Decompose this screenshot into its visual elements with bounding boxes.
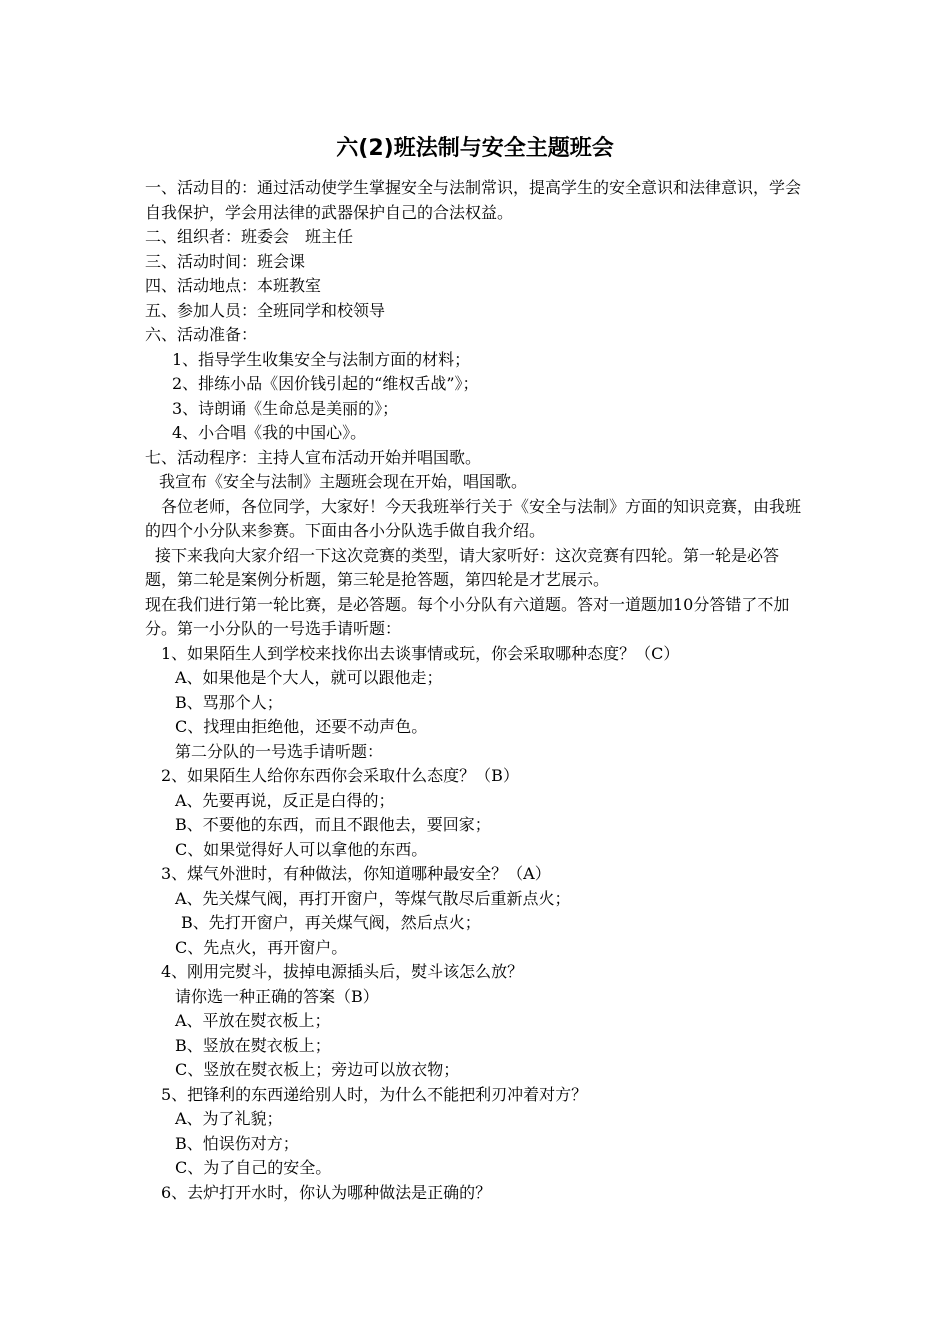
- question-option: C、竖放在熨衣板上；旁边可以放衣物；: [175, 1060, 460, 1079]
- paragraph-purpose: 一、活动目的：通过活动使学生掌握安全与法制常识，提高学生的安全意识和法律意识，学会自我保护，学会用法律的武器保护自己的合法权益。: [145, 178, 802, 222]
- question-3: 3、煤气外泄时，有种做法，你知道哪种最安全？（A）: [161, 864, 551, 883]
- question-option: A、先要再说，反正是白得的；: [175, 790, 395, 810]
- question-option: B、竖放在熨衣板上；: [175, 1035, 331, 1055]
- paragraph-procedure: 七、活动程序：主持人宣布活动开始并唱国歌。: [145, 447, 482, 467]
- question-option: C、先点火，再开窗户。: [175, 937, 348, 957]
- question-option: C、找理由拒绝他，还要不动声色。: [175, 717, 428, 736]
- question-option: A、先关煤气阀，再打开窗户，等煤气散尽后重新点火；: [175, 888, 571, 908]
- prep-item: 1、指导学生收集安全与法制方面的材料；: [172, 349, 471, 369]
- paragraph-intro: 接下来我向大家介绍一下这次竞赛的类型，请大家听好：这次竞赛有四轮。第一轮是必答题，第二轮是案例分析题，第三轮是抢答题，第四轮是才艺展示。: [145, 545, 780, 589]
- prep-item: 2、排练小品《因价钱引起的“维权舌战”》；: [172, 374, 479, 393]
- prep-item: 4、小合唱《我的中国心》。: [172, 423, 367, 442]
- question-option: A、如果他是个大人，就可以跟他走；: [175, 668, 443, 687]
- question-option: A、为了礼貌；: [175, 1109, 283, 1128]
- paragraph-participants: 五、参加人员：全班同学和校领导: [145, 300, 386, 320]
- question-2: 2、如果陌生人给你东西你会采取什么态度？（B）: [161, 766, 519, 785]
- question-1: 1、如果陌生人到学校来找你出去谈事情或玩，你会采取哪种态度？（C）: [161, 643, 680, 663]
- question-option: B、怕误伤对方；: [175, 1133, 299, 1153]
- question-4: 4、刚用完熨斗，拔掉电源插头后，熨斗该怎么放？: [161, 962, 524, 981]
- question-5: 5、把锋利的东西递给别人时，为什么不能把利刃冲着对方？: [161, 1084, 588, 1104]
- question-option: B、骂那个人；: [175, 692, 283, 712]
- question-option: C、为了自己的安全。: [175, 1158, 332, 1177]
- prep-item: 3、诗朗诵《生命总是美丽的》；: [172, 398, 399, 418]
- paragraph-location: 四、活动地点：本班教室: [145, 276, 322, 295]
- paragraph-team-two: 第二分队的一号选手请听题：: [175, 741, 384, 761]
- paragraph-round-one: 现在我们进行第一轮比赛，是必答题。每个小分队有六道题。答对一道题加10分答错了不加分。第一小分队的一号选手请听题：: [145, 594, 790, 638]
- question-option: C、如果觉得好人可以拿他的东西。: [175, 839, 428, 859]
- paragraph-announce: 我宣布《安全与法制》主题班会现在开始，唱国歌。: [159, 472, 528, 491]
- document-body: [145, 176, 810, 1205]
- paragraph-preparation: 六、活动准备：: [145, 325, 258, 344]
- question-option: B、不要他的东西，而且不跟他去，要回家；: [175, 815, 491, 834]
- question-prompt: 请你选一种正确的答案（B）: [175, 986, 379, 1006]
- paragraph-greeting: 各位老师，各位同学，大家好！今天我班举行关于《安全与法制》方面的知识竞赛，由我班的四个小分队来参赛。下面由各小分队选手做自我介绍。: [145, 496, 802, 540]
- question-option: B、先打开窗户，再关煤气阀，然后点火；: [181, 913, 481, 932]
- question-option: A、平放在熨衣板上；: [175, 1011, 331, 1030]
- paragraph-time: 三、活动时间：班会课: [145, 251, 306, 271]
- question-6: 6、去炉打开水时，你认为哪种做法是正确的？: [161, 1182, 492, 1202]
- paragraph-organizer: 二、组织者：班委会 班主任: [145, 227, 354, 246]
- document-title: 六(2)班法制与安全主题班会: [336, 136, 614, 161]
